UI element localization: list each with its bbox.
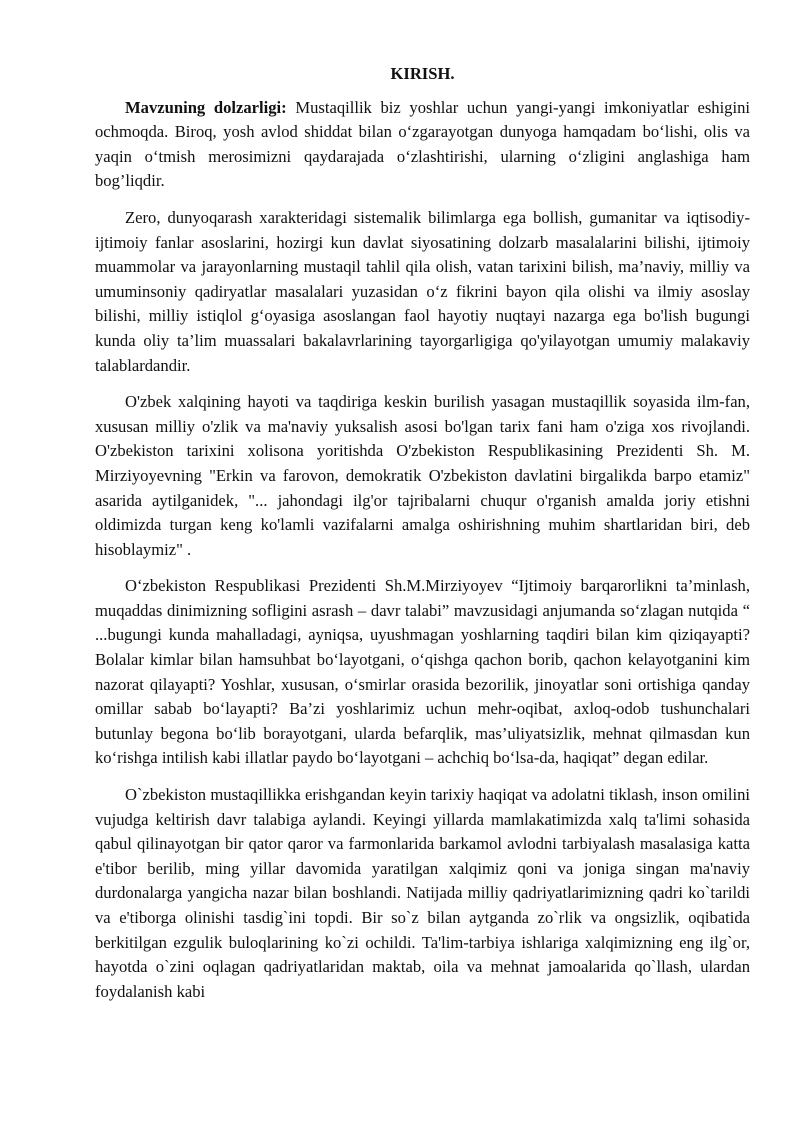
relevance-text: Mustaqillik biz yoshlar uchun yangi-yangi imkoniyatlar eshigini ochmoqda. Biroq, yosh avlod shiddat bilan o‘zgarayotgan dunyoga hamqadam bo‘lishi, olis va yaqin o‘tmish merosimizni qaydarajada o‘zlashtirishi, ularning o‘zligini anglashiga ham bog’liqdir. [95, 97, 751, 191]
section-heading: KIRISH. [390, 64, 455, 83]
paragraph-3: O'zbek xalqining hayoti va taqdiriga keskin burilish yasagan mustaqillik soyasida ilm-fan, xususan milliy o'zlik va ma'naviy yuksalish asosi bo'lgan tarix fani ham o'ziga xos rivojlandi. O'zbekiston tarixini xolisona yoritishda O'zbekiston Respublikasining Prezidenti Sh. M. Mirziyoyevning "Erkin va farovon, demokratik O'zbekiston davlatini birgalikda barpo etamiz" asarida aytilganidek, "... jahondagi ilg'or tajribalarni chuqur o'rganish amalda joriy etishni oldimizda turgan keng ko'lamli vazifalarni amalga oshirishning muhim shartlaridan biri, deb hisoblaymiz" . [95, 392, 750, 559]
paragraph-relevance [95, 96, 750, 194]
paragraph-5: O`zbekiston mustaqillikka erishgandan keyin tarixiy haqiqat va adolatni tiklash, inson omilini vujudga keltirish davr talabiga aylandi. Keyingi yillarda mamlakatimizda xalq ta'limi sohasida qabul qilinayotgan bir qator qaror va farmonlarida barkamol avlodni tarbiyalash masalasiga katta e'tibor berilib, ming yillar davomida yaratilgan xalqimiz qoni va joniga singan ma'naviy durdonalarga yangicha nazar bilan boshlandi. Natijada milliy qadriyatlarimizning qadri ko`tarildi va e'tiborga olinishi tasdig`ini topdi. Bir so`z bilan aytganda zo`rlik va ongsizlik, oqibatida berkitilgan ezgulik buloqlarining ko`zi ochildi. Ta'lim-tarbiya ishlariga xalqimizning eng ilg`or, hayotda o`zini oqlagan qadriyatlaridan maktab, oila va mehnat jamoalarida qo`llash, ulardan foydalanish kabi [95, 785, 750, 1001]
paragraph-2: Zero, dunyoqarash xarakteridagi sistemalik bilimlarga ega bollish, gumanitar va iqtisodiy-ijtimoiy fanlar asoslarini, hozirgi kun davlat siyosatining dolzarb masalalarini bilishi, ijtimoiy muammolar va jarayonlarning mustaqil tahlil qila olish, vatan tarixini bilish, ma’naviy, milliy va umuminsoniy qadiryatlar masalalari yuzasidan o‘z fikrini bayon qila olishi va ilmiy asoslay bilishi, milliy istiqlol g‘oyasiga asoslangan faol hayotiy nuqtayi nazarga ega bo'lish bugungi kunda oliy ta’lim muassalari bakalavrlarining tayorgarligiga qo'yilayotgan umumiy malakaviy talablardandir. [95, 207, 750, 375]
relevance-label: Mavzuning dolzarligi: [125, 97, 287, 117]
paragraph-4: O‘zbekiston Respublikasi Prezidenti Sh.M.Mirziyoyev “Ijtimoiy barqarorlikni ta’minlash, muqaddas dinimizning sofligini asrash – davr talabi” mavzusidagi anjumanda so‘zlagan nutqida “ ...bugungi kunda mahalladagi, ayniqsa, uyushmagan yoshlarning taqdiri bilan kim qiziqayapti? Bolalar kimlar bilan hamsuhbat bo‘layotgani, o‘qishga qachon borib, qachon kelayotganini kim nazorat qilayapti? Yoshlar, xususan, o‘smirlar orasida bezorilik, jinoyatlar soni ortishiga qanday omillar sabab bo‘layapti? Ba’zi yoshlarimiz uchun mehr-oqibat, axloq-odob tushunchalari butunlay begona bo‘lib borayotgani, ularda befarqlik, mas’uliyatsizlik, mehnat qilmasdan kun ko‘rishga intilish kabi illatlar paydo bo‘layotgani – achchiq bo‘lsa-da, haqiqat” degan edilar. [95, 576, 750, 768]
